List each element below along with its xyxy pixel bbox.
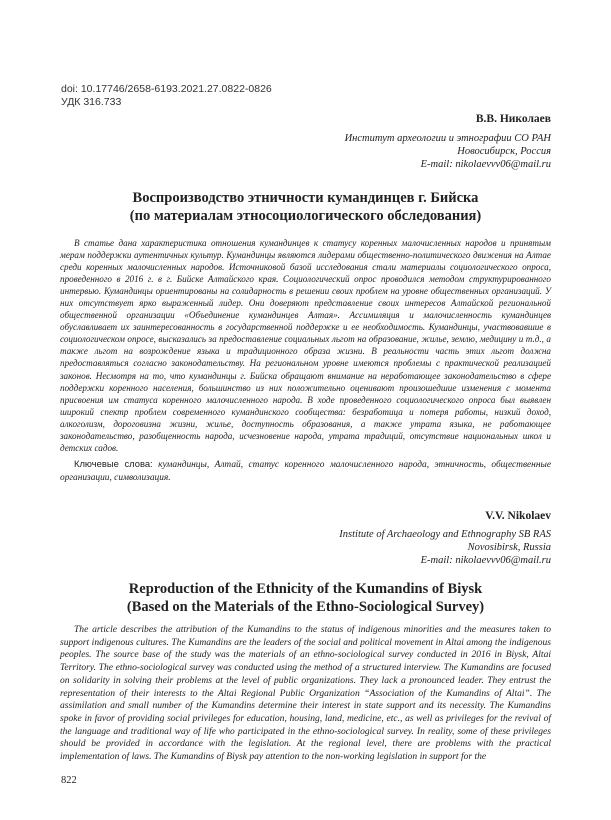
doi-block	[61, 83, 272, 109]
affiliation-ru	[345, 132, 551, 171]
article-title-ru	[60, 189, 551, 225]
city-en: Novosibirsk, Russia	[467, 542, 551, 553]
title-ru-line1: Воспроизводство этничности кумандинцев г. Бийска	[132, 190, 479, 206]
title-en-line2: (Based on the Materials of the Ethno-Sociological Survey)	[126, 599, 485, 615]
doi-line: doi: 10.17746/2658-6193.2021.27.0822-0826	[61, 83, 272, 95]
email-en: E-mail: nikolaevvv06@mail.ru	[420, 555, 551, 566]
title-ru-line2: (по материалам этносоциологического обследования)	[129, 208, 482, 224]
abstract-en: The article describes the attribution of the Kumandins to the status of indigenous minorities and the measures taken to support indigenous cultures. The Kumandins are the leaders of the social and political movement in Altai among the indigenous peoples. The source base of the study was the materials of an ethno-sociological survey conducted in 2016 in Biysk, Altai Territory. The ethno-sociological survey was conducted using the method of a structured interview. The Kumandins are focused on solidarity in solving their problems at the level of public organizations. They lack a pronounced leader. They entrust the representation of their interests to the Altai Regional Public Organization “Association of the Kumandins of Altai”. The assimilation and small number of the Kumandins determine their interest in state support and its necessity. The Kumandins spoke in favor of providing social privileges for education, housing, land, medicine, etc., as well as privileges for the revival of the language and traditional way of life who participated in the ethno-sociological survey. In reality, some of these privileges should be provided in accordance with the legislation. At the regional level, there are problems with the practical implementation of laws. The Kumandins of Biysk pay attention to the non-working legislation in support for the	[60, 624, 551, 763]
institution-en: Institute of Archaeology and Ethnography SB RAS	[339, 529, 551, 540]
page-number: 822	[61, 775, 77, 786]
email-ru: E-mail: nikolaevvv06@mail.ru	[420, 159, 551, 170]
keywords-list: кумандинцы, Алтай, статус коренного малочисленного народа, этничность, общественные организации, символизация.	[60, 460, 551, 483]
author-name-en: V.V. Nikolaev	[485, 510, 551, 522]
affiliation-en	[339, 528, 551, 567]
author-name-ru: В.В. Николаев	[475, 113, 551, 125]
city-ru: Новосибирск, Россия	[457, 146, 551, 157]
udc-line: УДК 316.733	[61, 96, 122, 108]
title-en-line1: Reproduction of the Ethnicity of the Kumandins of Biysk	[128, 581, 483, 597]
keywords-ru	[60, 458, 551, 484]
keywords-label: Ключевые слова:	[74, 458, 153, 469]
institution-ru: Институт археологии и этнографии СО РАН	[344, 133, 551, 144]
article-title-en	[60, 580, 551, 616]
abstract-ru: В статье дана характеристика отношения кумандинцев к статусу коренных малочисленных народов и принятым мерам поддержки аутентичных культур. Кумандинцы являются лидерами общественно-политического движения на Алтае среди коренных малочисленных народов. Источниковой базой исследования стали материалы социологического опроса, проведенного в 2016 г. в г. Бийске Алтайского края. Социологический опрос проводился методом структурированного интервью. Кумандинцы ориентированы на солидарность в решении своих проблем на уровне общественных организаций. У них отсутствует ярко выраженный лидер. Они доверяют представление своих интересов Алтайской региональной общественной организации «Объединение кумандинцев Алтая». Ассимиляция и малочисленность кумандинцев обуславливает их заинтересованность в государственной поддержке и ее необходимость. Кумандинцы, участвовавшие в социологическом опросе, высказались за предоставление социальных льгот на образование, жилье, землю, медицину и т.д., а также льгот на возрождение языка и традиционного образа жизни. В реальности часть этих льгот должна предоставляться согласно законодательству. На региональном уровне имеются проблемы с практической реализацией законов. Несмотря на то, что кумандинцы г. Бийска обращают внимание на неработающее законодательство в сфере поддержки коренного населения, большинство из них положительно оценивают произошедшие изменения с момента присвоения им статуса коренного малочисленного народа. В ходе проведенного социологического опроса был выявлен широкий спектр проблем современного кумандинского сообщества: безработица и потеря работы, низкий доход, алкоголизм, дороговизна жизни, жилье, доступность образования, а также утрата языка, не работающее законодательство, разобщенность народа, исчезновение народа, утрата традиций, отсутствие национальных школ и детских садов.	[60, 238, 551, 453]
